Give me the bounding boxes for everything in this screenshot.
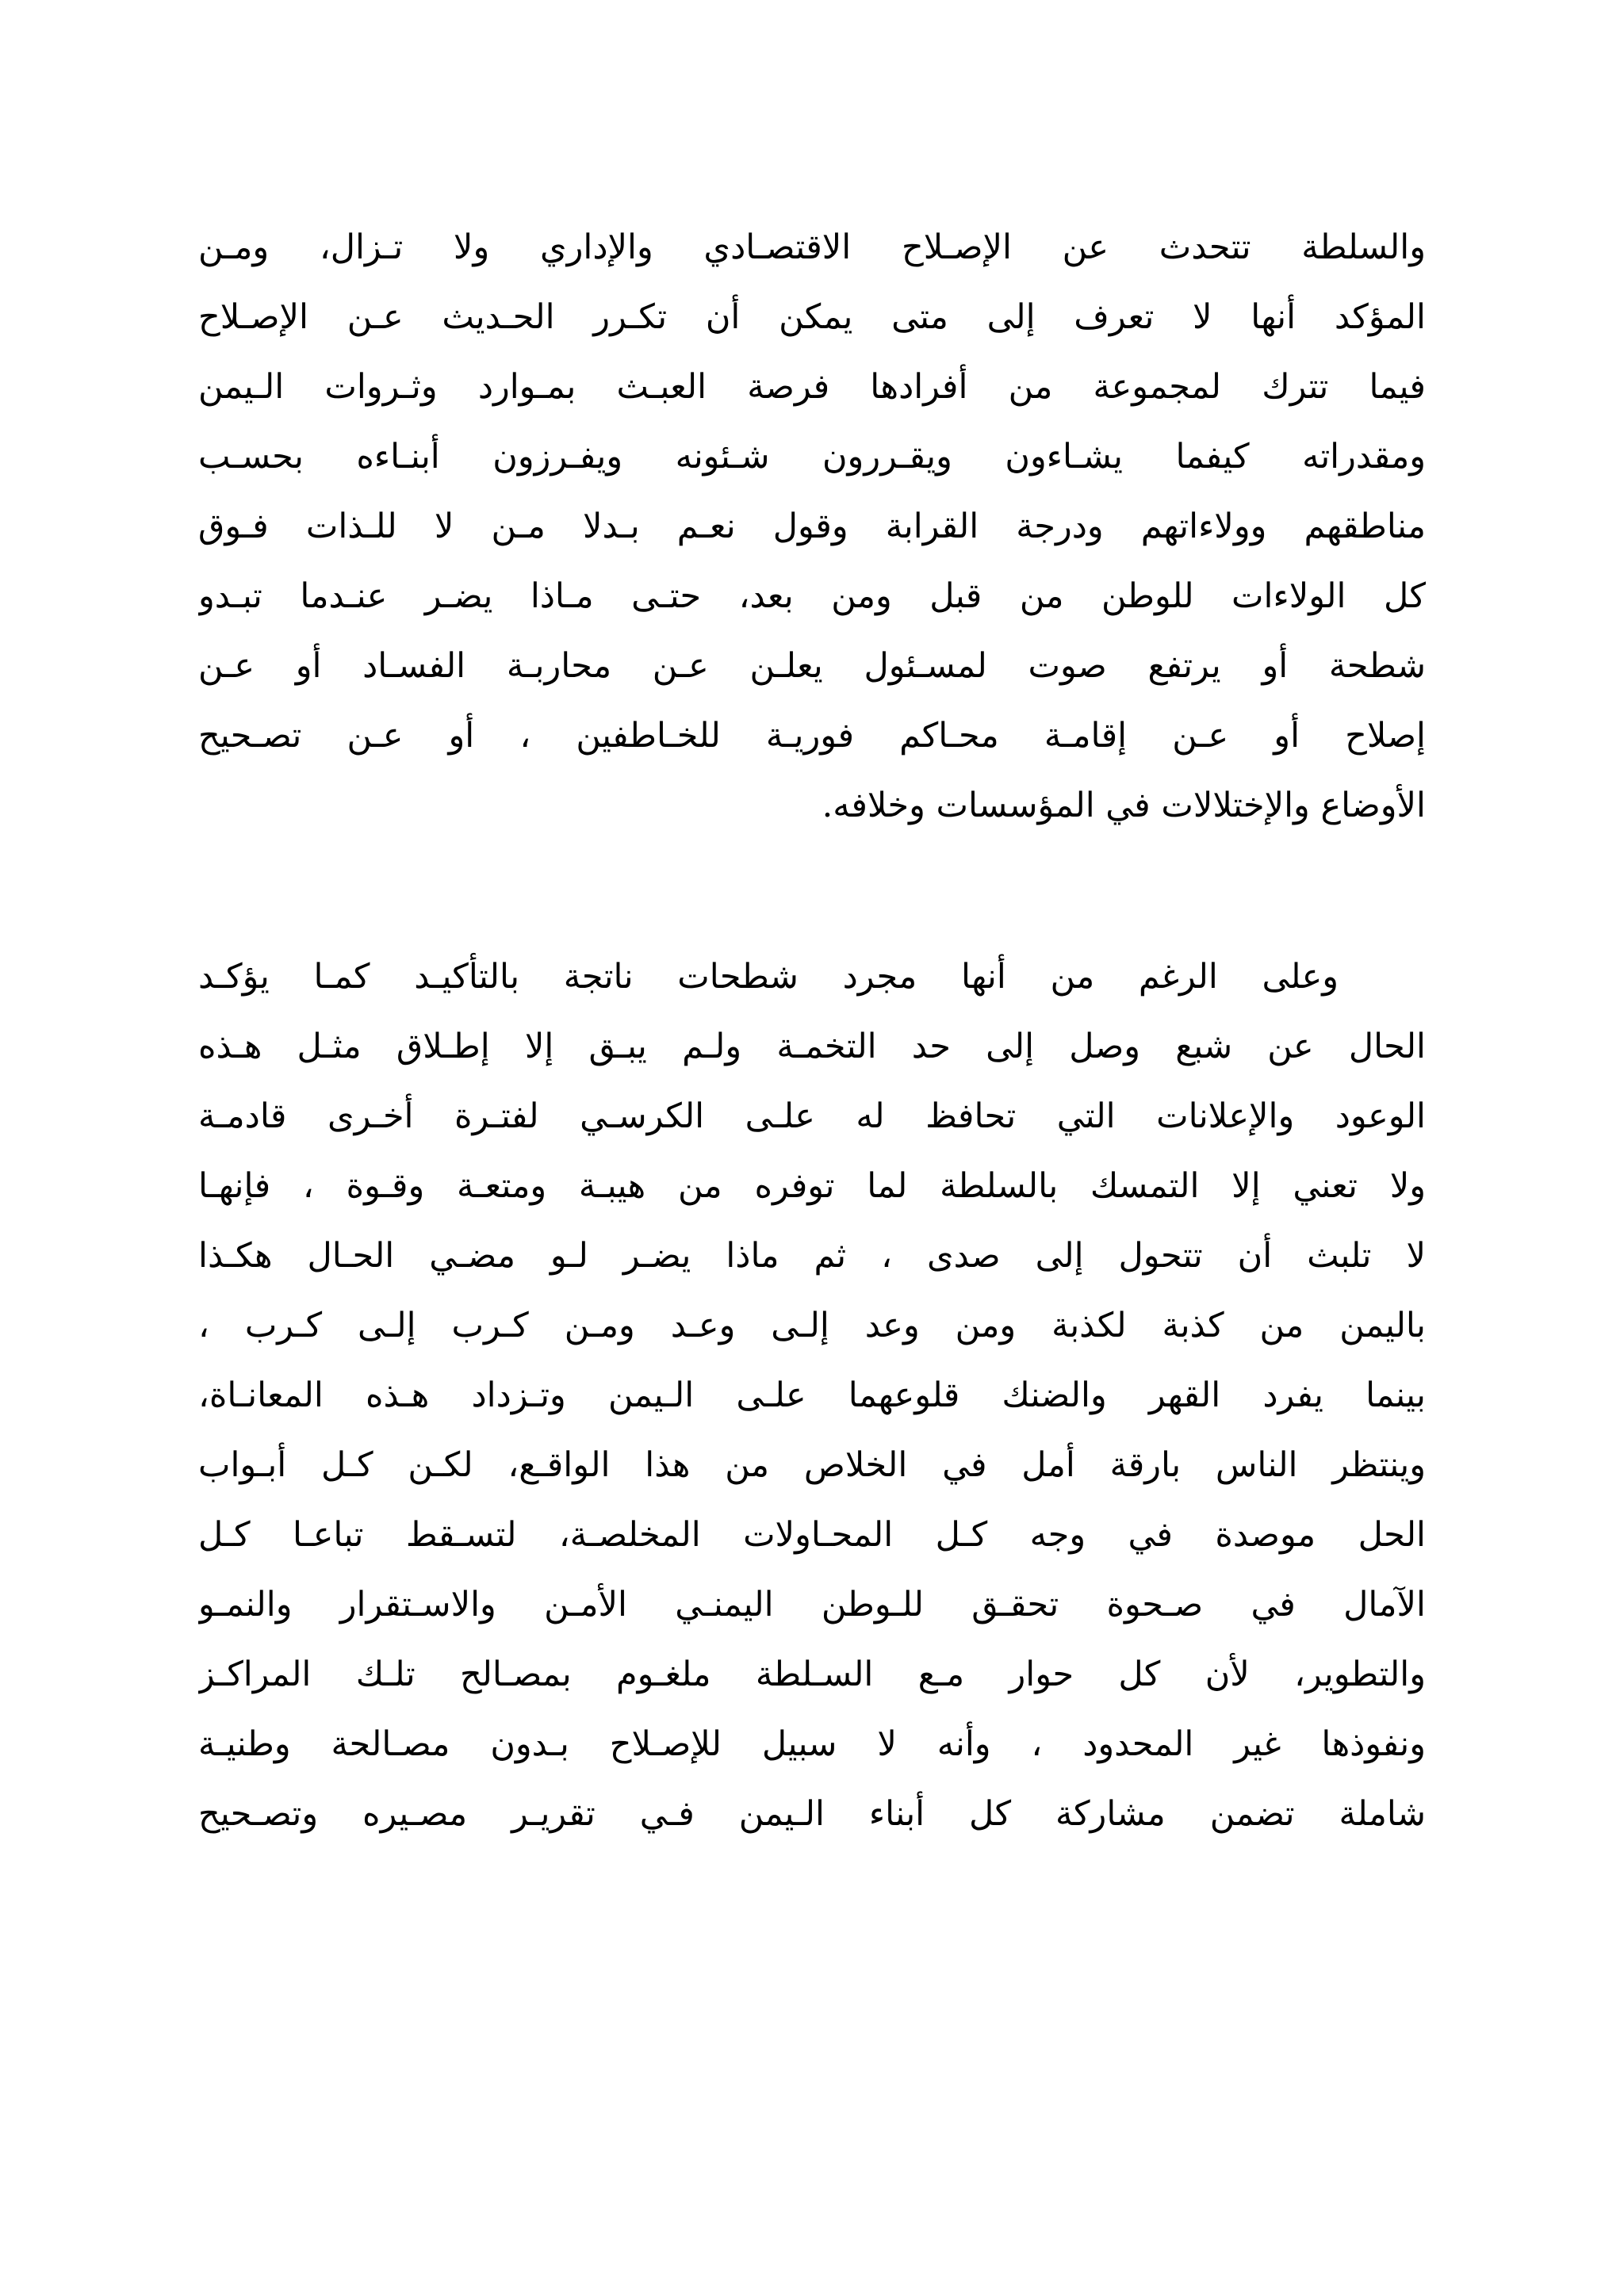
text-line: الحل موصدة في وجه كـل المحـاولات المخلصـة، لتسـقط تباعـا كـل xyxy=(198,1515,1426,1555)
paragraph-1 xyxy=(198,212,1426,840)
text-line: المؤكد أنها لا تعرف إلى متى يمكن أن تكـرر الحـديث عـن الإصـلاح xyxy=(198,297,1426,337)
text-line: مناطقهم وولاءاتهم ودرجة القرابة وقول نعـم بـدلا مـن لا للـذات فـوق xyxy=(198,507,1426,546)
text-line: كل الولاءات للوطن من قبل ومن بعد، حتـى مـاذا يضـر عنـدما تبـدو xyxy=(198,576,1426,616)
text-line: بينما يفرد القهر والضنك قلوعهما علـى الـيمن وتـزداد هـذه المعانـاة، xyxy=(198,1376,1426,1415)
text-line: شاملة تضمن مشاركة كل أبناء الـيمن فـي تقريـر مصـيره وتصـحيح xyxy=(198,1794,1426,1834)
text-line: والسلطة تتحدث عن الإصـلاح الاقتصـادي والإداري ولا تـزال، ومـن xyxy=(198,228,1426,267)
text-line: شطحة أو يرتفع صوت لمسـئول يعلـن عـن محاربـة الفسـاد أو عـن xyxy=(198,646,1426,686)
text-line: الوعود والإعلانات التي تحافظ له علـى الكرسـي لفتـرة أخـرى قادمـة xyxy=(198,1096,1426,1136)
text-line: والتطوير، لأن كل حوار مـع السـلطة ملغـوم بمصـالح تلـك المراكـز xyxy=(198,1655,1426,1694)
text-line: وعلى الرغم من أنها مجرد شطحات ناتجة بالتأكيـد كمـا يؤكـد xyxy=(198,957,1339,997)
text-line: فيما تترك لمجموعة من أفرادها فرصة العبـث بمـوارد وثـروات الـيمن xyxy=(198,367,1426,407)
text-line: الأوضاع والإختلالات في المؤسسات وخلافه. xyxy=(822,786,1426,825)
text-line: الآمال في صـحوة تحقـق للـوطن اليمنـي الأمـن والاسـتقرار والنمـو xyxy=(198,1585,1426,1624)
text-line: وينتظر الناس بارقة أمل في الخلاص من هذا الواقـع، لكـن كـل أبـواب xyxy=(198,1445,1426,1485)
text-line: إصلاح أو عـن إقامـة محـاكم فوريـة للخـاطفين ، أو عـن تصـحيح xyxy=(198,716,1426,756)
text-line: ولا تعني إلا التمسك بالسلطة لما توفره من هيبـة ومتعـة وقـوة ، فإنهـا xyxy=(198,1166,1426,1206)
text-line: لا تلبث أن تتحول إلى صدى ، ثم ماذا يضـر لـو مضـي الحـال هكـذا xyxy=(198,1236,1426,1276)
text-line: الحال عن شبع وصل إلى حد التخمـة ولـم يبـق إلا إطـلاق مثـل هـذه xyxy=(198,1027,1426,1066)
text-line: ونفوذها غير المحدود ، وأنه لا سبيل للإصـلاح بـدون مصـالحة وطنيـة xyxy=(198,1724,1426,1764)
paragraph-2 xyxy=(198,942,1426,1849)
text-line: ومقدراته كيفما يشـاءون ويقـررون شـئونه ويفـرزون أبنـاءه بحسـب xyxy=(198,437,1426,476)
text-line: باليمن من كذبة لكذبة ومن وعد إلـى وعـد ومـن كـرب إلـى كـرب ، xyxy=(198,1306,1426,1345)
